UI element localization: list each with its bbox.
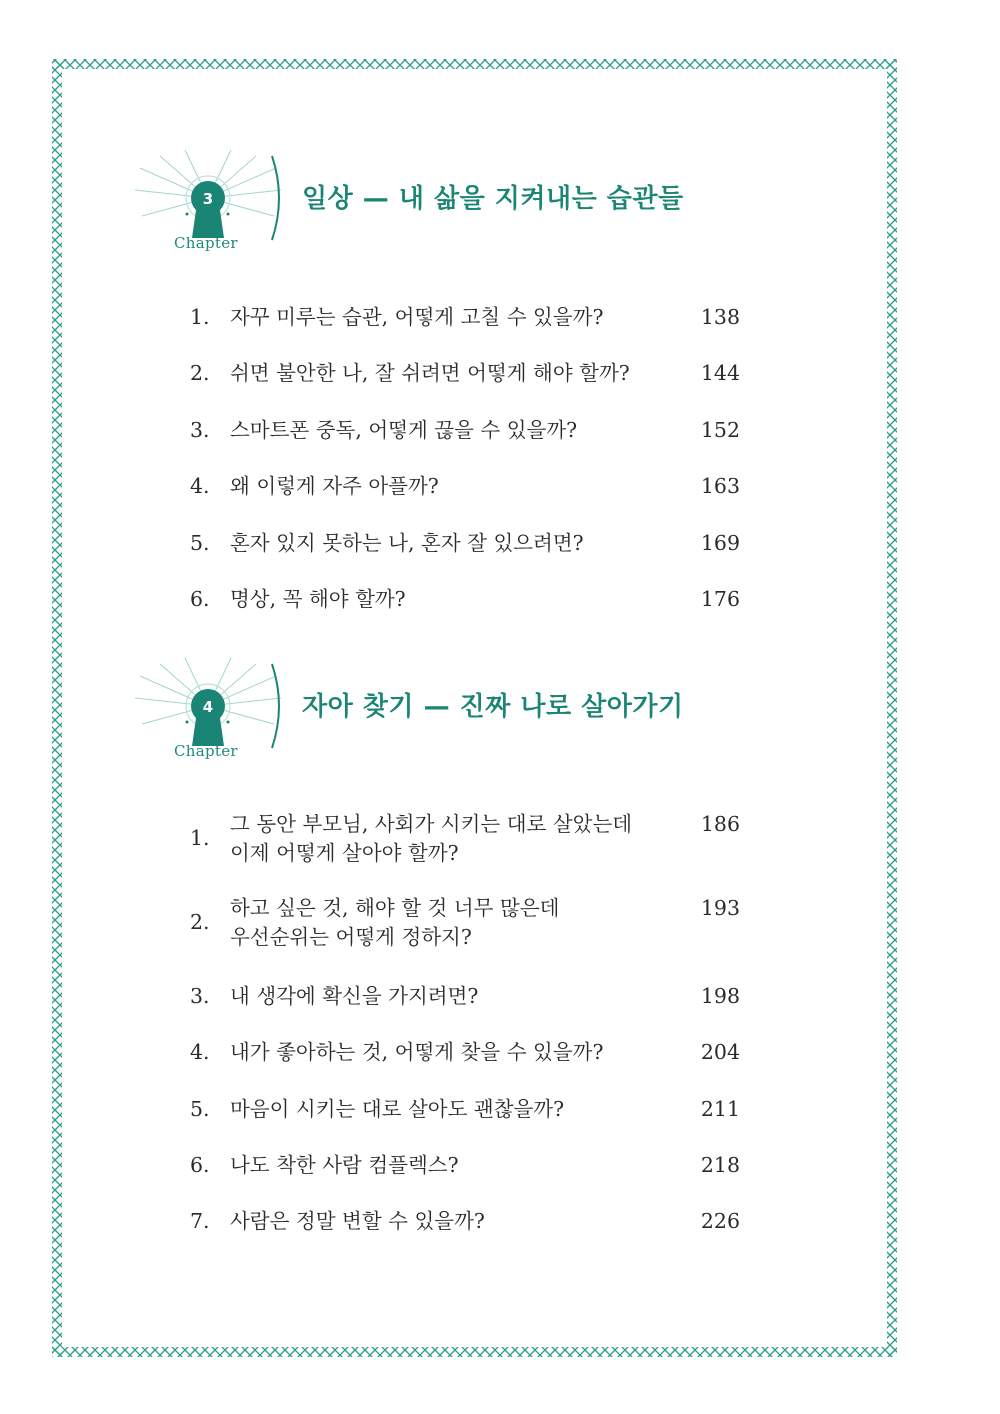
page-number: 144 [700, 361, 740, 385]
page-number: 186 [700, 812, 740, 836]
page-number: 176 [700, 587, 740, 611]
chapter-3-header [130, 148, 730, 268]
chapter-number: 4 [202, 698, 214, 716]
chapter-badge [130, 148, 290, 268]
chapter-label: Chapter [174, 742, 238, 760]
bracket-divider [268, 662, 288, 750]
keyhole-sunburst-icon [130, 656, 290, 746]
page-number: 169 [700, 531, 740, 555]
page-number: 152 [700, 418, 740, 442]
page-number: 204 [700, 1040, 740, 1064]
page-number: 226 [700, 1209, 740, 1233]
toc-entry[interactable]: 2. 하고 싶은 것, 해야 할 것 너무 많은데 우선순위는 어떻게 정하지? 193 [190, 896, 740, 949]
page-number: 138 [700, 305, 740, 329]
chapter-title: 일상 — 내 삶을 지켜내는 습관들 [302, 184, 684, 214]
page-number: 211 [700, 1097, 740, 1121]
chapter-4-header [130, 656, 730, 776]
toc-entry[interactable]: 1. 그 동안 부모님, 사회가 시키는 대로 살았는데 이제 어떻게 살아야 할까? 186 [190, 812, 740, 865]
chapter-number: 3 [202, 190, 214, 208]
page-number: 198 [700, 984, 740, 1008]
chapter-title: 자아 찾기 — 진짜 나로 살아가기 [302, 692, 684, 722]
bracket-divider [268, 154, 288, 242]
page-number: 218 [700, 1153, 740, 1177]
chapter-label: Chapter [174, 234, 238, 252]
page-number: 163 [700, 474, 740, 498]
page-number: 193 [700, 896, 740, 920]
chapter-badge [130, 656, 290, 776]
keyhole-sunburst-icon [130, 148, 290, 238]
